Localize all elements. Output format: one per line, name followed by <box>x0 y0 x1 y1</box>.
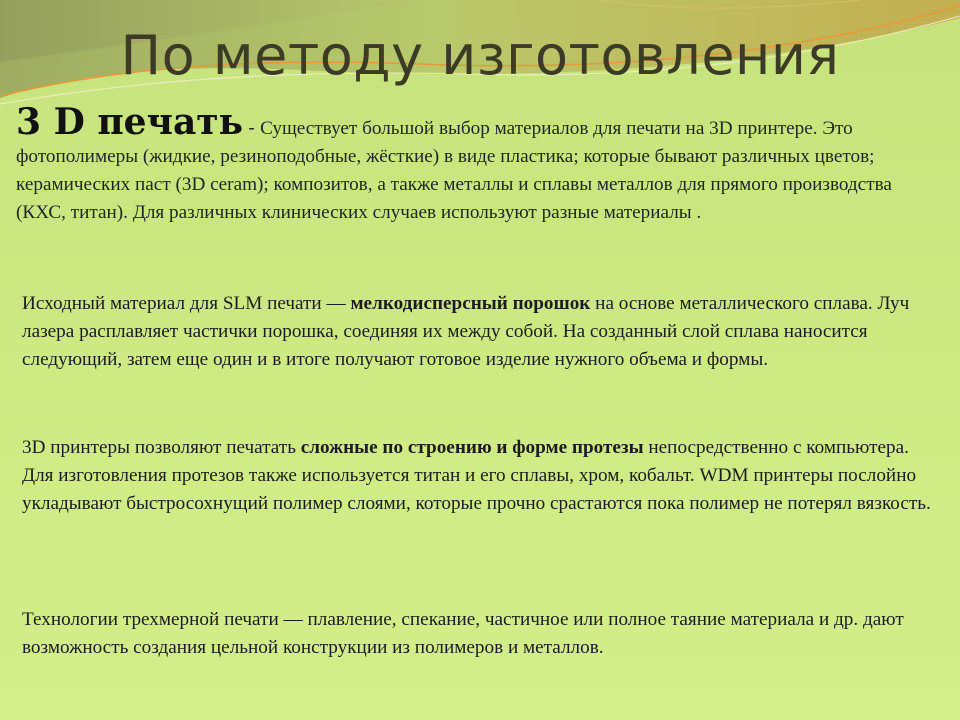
slm-paragraph <box>22 290 942 374</box>
intro-dash: - <box>243 118 261 139</box>
slm-text-before: Исходный материал для SLM печати — <box>22 293 351 314</box>
intro-text: Существует большой выбор материалов для печати на 3D принтере. Это фотополимеры (жидкие, резиноподобные, жёсткие) в виде пластика; которые бывают различных цветов; керамических паст (3D ceram); композитов, а также металлы и сплавы металлов для прямого производства (КХС, титан). Для различных клинических случаев используют разные материалы . <box>16 118 892 223</box>
printers-text-before: 3D принтеры позволяют печатать <box>22 437 301 458</box>
intro-lead: 3 D печать <box>16 101 244 143</box>
printers-paragraph <box>22 434 942 518</box>
slide-title: По методу изготовления <box>120 24 840 87</box>
intro-paragraph <box>16 101 946 227</box>
slm-text-bold: мелкодисперсный порошок <box>350 293 591 314</box>
printers-text-after: непосредственно с компьютера. Для изготовления протезов также используется титан и его сплавы, хром, кобальт. WDM принтеры послойно укладывают быстросохнущий полимер слоями, которые прочно срастаются пока полимер не потерял вязкость. <box>22 437 931 514</box>
slm-text-after: на основе металлического сплава. Луч лазера расплавляет частички порошка, соединяя их между собой. На созданный слой сплава наносится следующий, затем еще один и в итоге получают готовое изделие нужного объема и формы. <box>22 293 910 370</box>
technology-paragraph: Технологии трехмерной печати — плавление, спекание, частичное или полное таяние материала и др. дают возможность создания цельной конструкции из полимеров и металлов. <box>22 609 904 658</box>
printers-text-bold: сложные по строению и форме протезы <box>300 437 644 458</box>
